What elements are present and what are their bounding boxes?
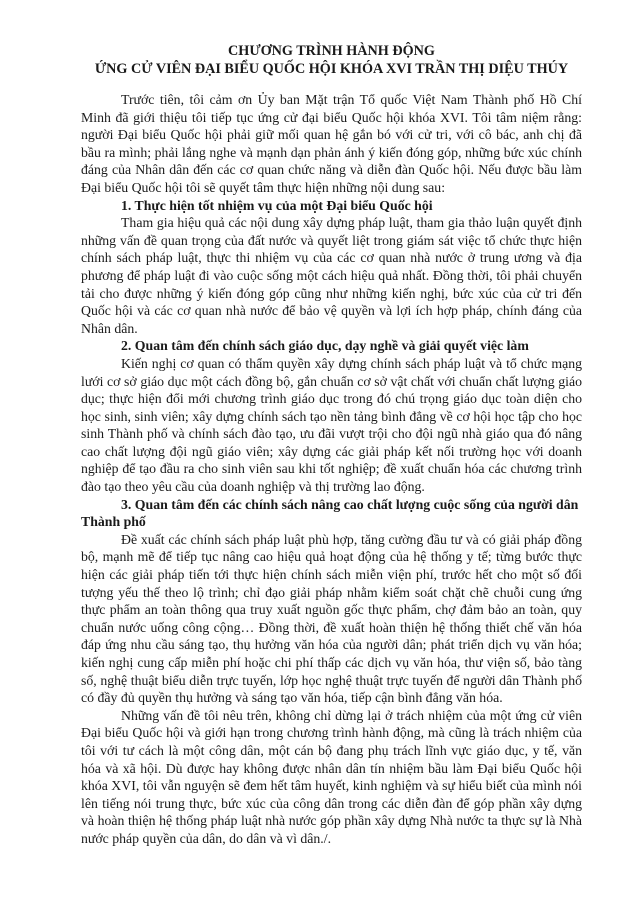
section-3-paragraph: Đề xuất các chính sách pháp luật phù hợp, tăng cường đầu tư và có giải pháp đồng bộ, mạnh mẽ để tiếp tục nâng cao hiệu quả hoạt động của hệ thống y tế; từng bước thực hiện các giải pháp tiến tới thực hiện chính sách miễn viện phí, trước hết cho một số đối tượng yếu thế theo lộ trình; chỉ đạo giải pháp nhằm kiểm soát chặt chẽ chuỗi cung ứng thực phẩm an toàn thông qua truy xuất nguồn gốc thực phẩm, chợ đảm bảo an toàn, quy chuẩn nước uống công cộng… Đồng thời, đề xuất hoàn thiện hệ thống thiết chế văn hóa đáp ứng nhu cầu sáng tạo, thụ hưởng văn hóa của người dân; phát triển dịch vụ văn hóa; kiến nghị cung cấp miễn phí hoặc chi phí thấp các dịch vụ văn hóa, thư viện số, bảo tàng số, nghệ thuật biểu diễn trực tuyến, lớp học nghệ thuật trực tuyến để người dân Thành phố có đầy đủ quyền thụ hưởng và sáng tạo văn hóa, tiếp cận bình đẳng văn hóa. — [81, 531, 582, 706]
document-title-line-2: ỨNG CỬ VIÊN ĐẠI BIỂU QUỐC HỘI KHÓA XVI TRẦN THỊ DIỆU THÚY — [94, 61, 569, 77]
section-3-heading: 3. Quan tâm đến các chính sách nâng cao chất lượng cuộc sống của người dân Thành phố — [81, 496, 579, 530]
closing-paragraph: Những vấn đề tôi nêu trên, không chỉ dừng lại ở trách nhiệm của một ứng cử viên Đại biểu Quốc hội và giới hạn trong chương trình hành động, mà cũng là trách nhiệm của tôi với tư cách là một công dân, một cán bộ đang phụ trách lĩnh vực giáo dục, y tế, văn hóa và xã hội. Dù được hay không được nhân dân tín nhiệm bầu làm Đại biểu Quốc hội khóa XVI, tôi vẫn nguyện sẽ đem hết tâm huyết, kinh nghiệm và sự hiểu biết của mình nói lên tiếng nói trung thực, bức xúc của công dân trong các diễn đàn để góp phần xây dựng và hoàn thiện hệ thống pháp luật nhà nước góp phần xây dựng Nhà nước ta thực sự là Nhà nước pháp quyền của dân, do dân và vì dân./. — [81, 707, 582, 846]
document-title — [81, 42, 582, 78]
intro-paragraph: Trước tiên, tôi cảm ơn Ủy ban Mặt trận Tổ quốc Việt Nam Thành phố Hồ Chí Minh đã giới thiệu tôi tiếp tục ứng cử đại biểu Quốc hội khóa XVI. Tôi tâm niệm rằng: người Đại biểu Quốc hội phải giữ mối quan hệ gắn bó với cử tri, với cô bác, anh chị đã bầu ra mình; phải lắng nghe và mạnh dạn phản ánh ý kiến đóng góp, những bức xúc chính đáng của Nhân dân đến các cơ quan chức năng và diễn đàn Quốc hội. Nếu được bầu làm Đại biểu Quốc hội tôi sẽ quyết tâm thực hiện những nội dung sau: — [81, 92, 582, 195]
document-title-line-1: CHƯƠNG TRÌNH HÀNH ĐỘNG — [228, 43, 435, 59]
section-1-heading: 1. Thực hiện tốt nhiệm vụ của một Đại biểu Quốc hội — [121, 197, 433, 213]
section-2-paragraph: Kiến nghị cơ quan có thẩm quyền xây dựng chính sách pháp luật và tổ chức mạng lưới cơ sở giáo dục một cách đồng bộ, gắn chuẩn cơ sở vật chất với chuẩn chất lượng giáo dục; thực hiện đổi mới chương trình giáo dục trong đó chú trọng giáo dục toàn diện cho học sinh, sinh viên; xây dựng chính sách tạo nền tảng bình đẳng về cơ hội học tập cho học sinh Thành phố và chính sách đào tạo, ưu đãi vượt trội cho đội ngũ nhà giáo qua đó nâng cao chất lượng đội ngũ giáo viên; xây dựng các giải pháp kết nối trường học với doanh nghiệp để tạo đầu ra cho sinh viên sau khi tốt nghiệp; đề xuất chuẩn hóa các chương trình đào tạo theo yêu cầu của doanh nghiệp và thị trường lao động. — [81, 355, 582, 495]
section-2-heading: 2. Quan tâm đến chính sách giáo dục, dạy nghề và giải quyết việc làm — [121, 338, 529, 354]
section-1-paragraph: Tham gia hiệu quả các nội dung xây dựng pháp luật, tham gia thảo luận quyết định những vấn đề quan trọng của đất nước và quyết liệt trong giám sát việc tổ chức thực hiện chính sách pháp luật, thực thi nhiệm vụ của các cơ quan nhà nước ở trung ương và địa phương để pháp luật đi vào cuộc sống một cách hiệu quả nhất. Đồng thời, tôi phải chuyển tải cho được những ý kiến đóng góp cũng như những kiến nghị, bức xúc của cử tri đến Quốc hội và các cơ quan nhà nước để bảo vệ quyền và lợi ích hợp pháp, chính đáng của Nhân dân. — [81, 215, 582, 336]
